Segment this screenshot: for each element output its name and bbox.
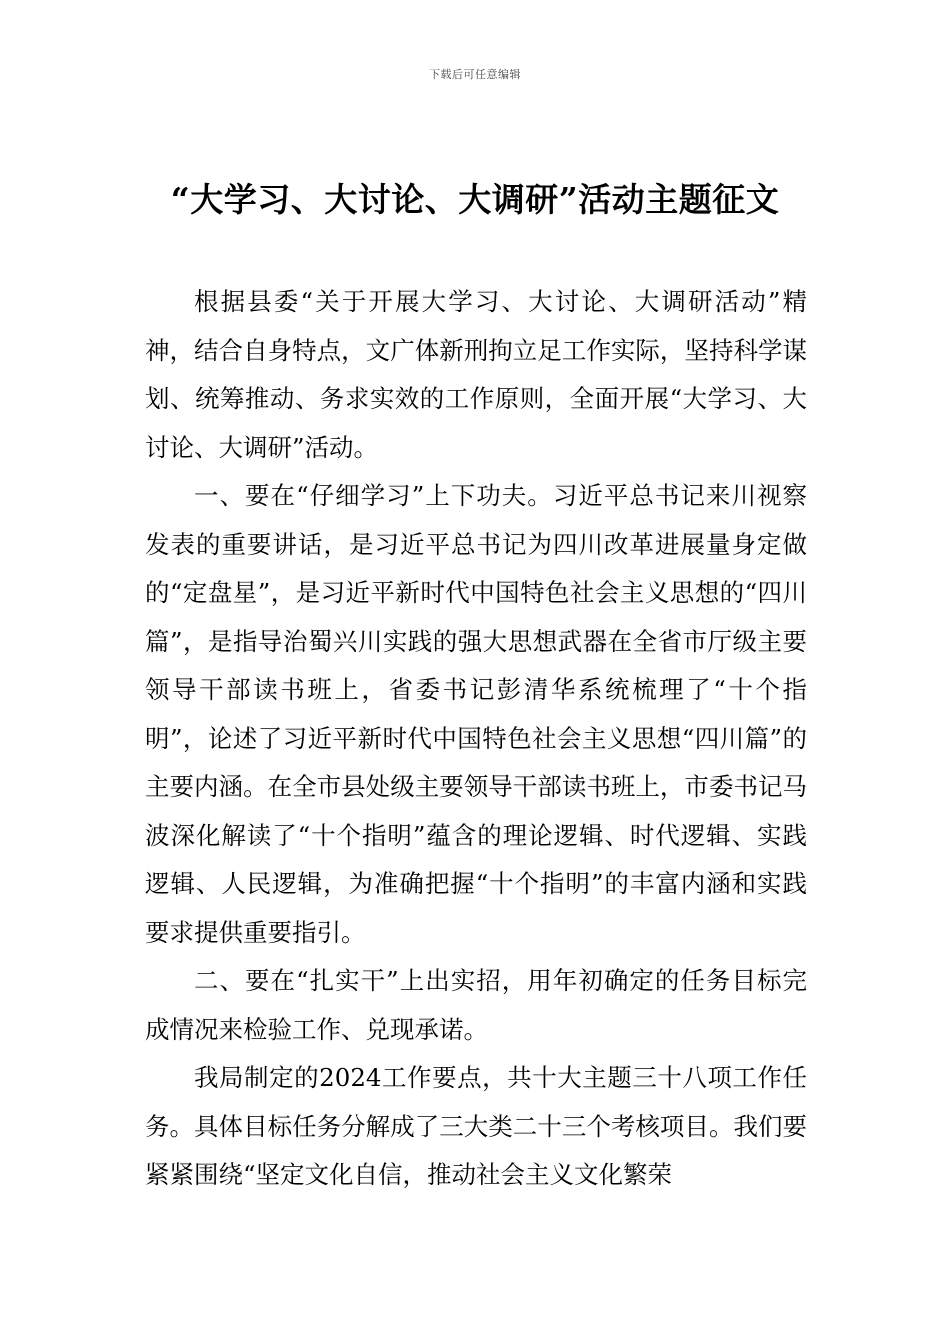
document-body (145, 278, 807, 1200)
document-title: “大学习、大讨论、大调研”活动主题征文 (170, 180, 780, 219)
paragraph-section-two: 二、要在“扎实干”上出实招，用年初确定的任务目标完成情况来检验工作、兑现承诺。 (145, 966, 807, 1044)
paragraph-work-plan: 我局制定的2024工作要点，共十大主题三十八项工作任务。具体目标任务分解成了三大类二十三个考核项目。我们要紧紧围绕“坚定文化自信，推动社会主义文化繁荣 (145, 1063, 807, 1189)
paragraph-section-one: 一、要在“仔细学习”上下功夫。习近平总书记来川视察发表的重要讲话，是习近平总书记为四川改革进展量身定做的“定盘星”，是习近平新时代中国特色社会主义思想的“四川篇”，是指导治蜀兴川实践的强大思想武器在全省市厅级主要领导干部读书班上，省委书记彭清华系统梳理了“十个指明”，论述了习近平新时代中国特色社会主义思想“四川篇”的主要内涵。在全市县处级主要领导干部读书班上，市委书记马波深化解读了“十个指明”蕴含的理论逻辑、时代逻辑、实践逻辑、人民逻辑，为准确把握“十个指明”的丰富内涵和实践要求提供重要指引。 (145, 481, 807, 947)
paragraph-intro: 根据县委“关于开展大学习、大讨论、大调研活动”精神，结合自身特点，文广体新刑拘立足工作实际，坚持科学谋划、统筹推动、务求实效的工作原则，全面开展“大学习、大讨论、大调研”活动。 (145, 287, 807, 462)
header-note: 下载后可任意编辑 (429, 68, 521, 81)
